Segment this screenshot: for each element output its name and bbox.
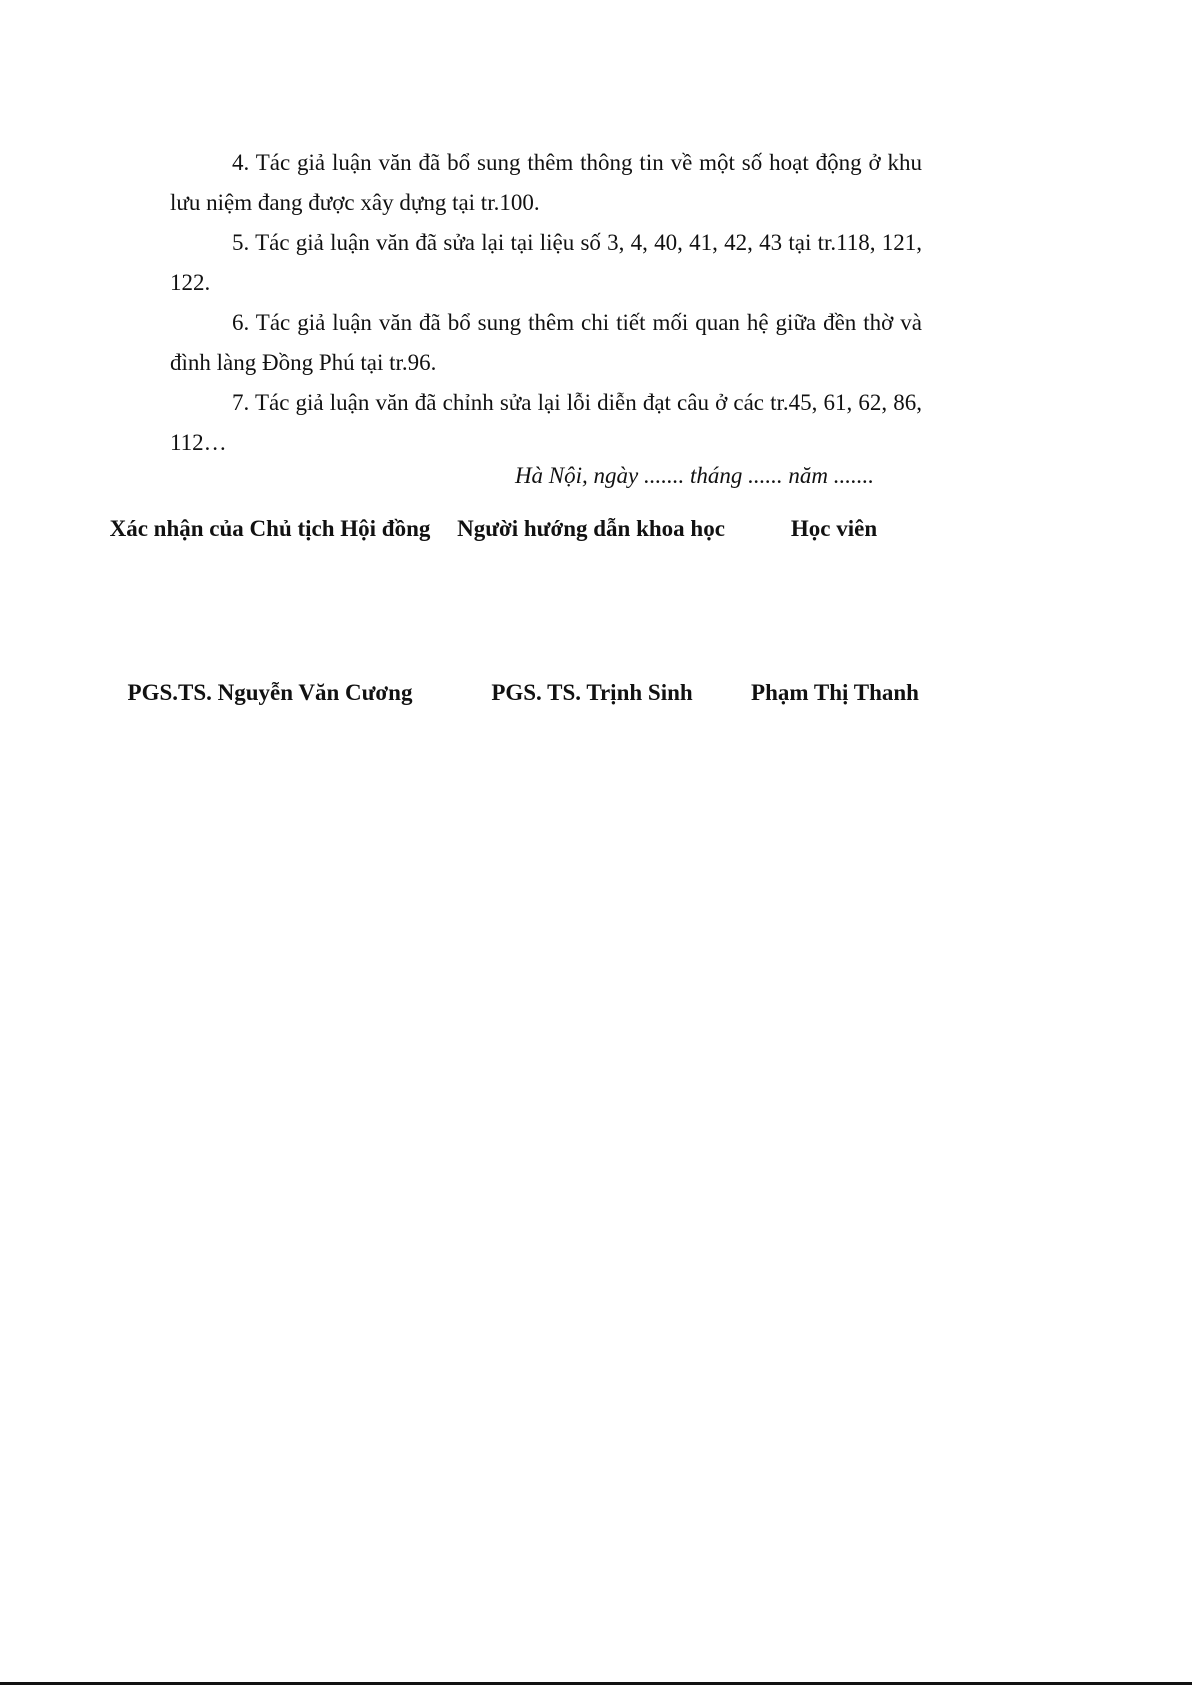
signature-name-student: Phạm Thị Thanh (751, 680, 919, 705)
paragraph-item-5: 5. Tác giả luận văn đã sửa lại tại liệu số 3, 4, 40, 41, 42, 43 tại tr.118, 121, 122. (170, 230, 922, 295)
document-body (170, 143, 922, 463)
signature-title-student: Học viên (790, 516, 878, 541)
signature-name-council-chair: PGS.TS. Nguyễn Văn Cương (127, 680, 413, 705)
signature-title-council-chair: Xác nhận của Chủ tịch Hội đồng (109, 516, 431, 541)
paragraph-item-6: 6. Tác giả luận văn đã bổ sung thêm chi tiết mối quan hệ giữa đền thờ và đình làng Đồng Phú tại tr.96. (170, 310, 922, 375)
paragraph-item-4: 4. Tác giả luận văn đã bổ sung thêm thông tin về một số hoạt động ở khu lưu niệm đang được xây dựng tại tr.100. (170, 150, 922, 215)
date-line: Hà Nội, ngày ....... tháng ...... năm ....... (514, 463, 874, 488)
signature-title-supervisor: Người hướng dẫn khoa học (457, 516, 725, 541)
paragraph-item-7: 7. Tác giả luận văn đã chỉnh sửa lại lỗi diễn đạt câu ở các tr.45, 61, 62, 86, 112… (170, 390, 922, 455)
signature-name-supervisor: PGS. TS. Trịnh Sinh (491, 680, 693, 705)
